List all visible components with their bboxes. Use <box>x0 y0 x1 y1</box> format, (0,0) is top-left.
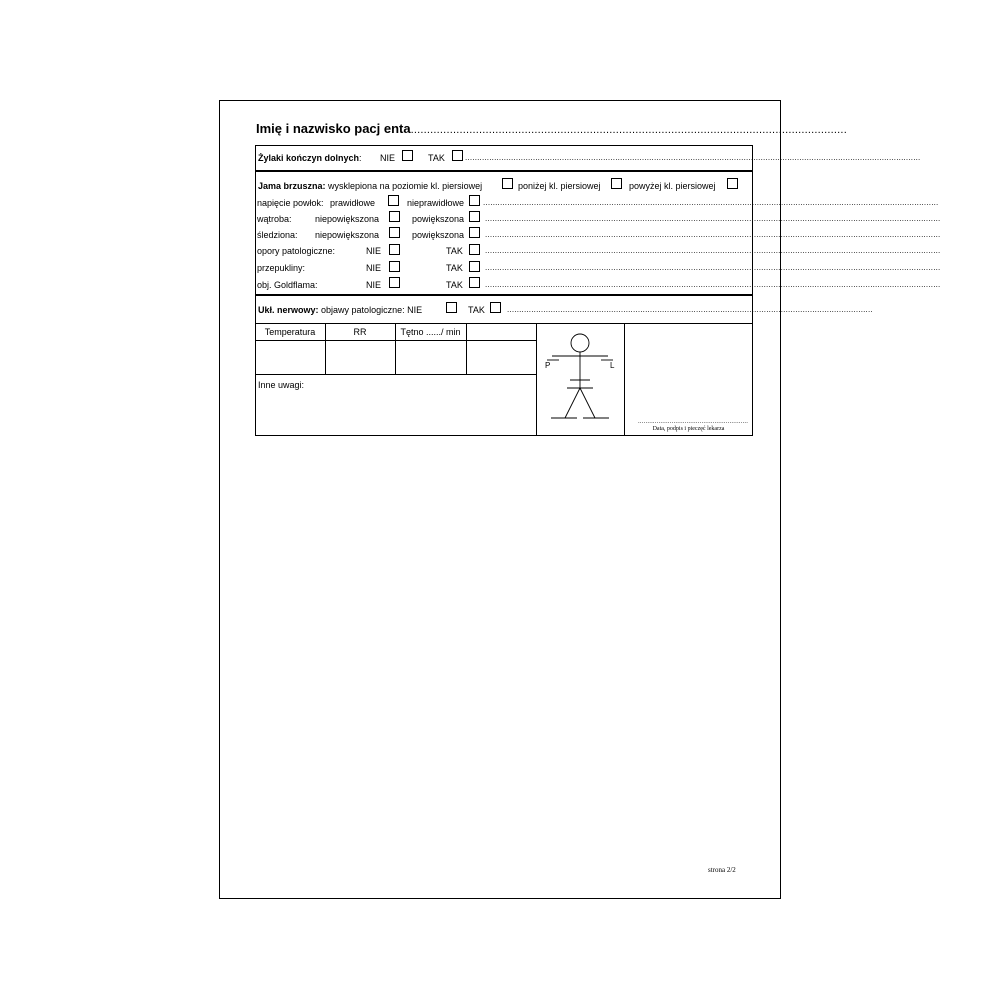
abdomen-row-notes[interactable]: ............................................................................................................................................................................................ <box>483 198 939 207</box>
abdomen-row-opt2: powiększona <box>412 214 465 224</box>
abdomen-row-opt2-checkbox[interactable] <box>469 211 480 222</box>
abdomen-below-checkbox[interactable] <box>611 178 622 189</box>
abdomen-row-opt2-checkbox[interactable] <box>469 261 480 272</box>
abdomen-row-opt2-checkbox[interactable] <box>469 277 480 288</box>
abdomen-row-opt2: TAK <box>446 263 463 273</box>
abdomen-shape-row <box>258 181 482 191</box>
nervous-row <box>258 305 422 315</box>
abdomen-row-notes[interactable]: ............................................................................................................................................................................................ <box>485 230 941 239</box>
nervous-nie-label: NIE <box>407 305 423 315</box>
abdomen-row-notes[interactable]: ............................................................................................................................................................................................ <box>485 246 941 255</box>
figure-left-label: P <box>545 361 551 370</box>
abdomen-row-opt2-checkbox[interactable] <box>469 227 480 238</box>
body-diagram <box>537 324 624 435</box>
abdomen-row-opt1: NIE <box>366 263 382 273</box>
varicose-nie-label: NIE <box>380 153 396 163</box>
patient-name-line <box>256 121 847 136</box>
abdomen-row-opt1-checkbox[interactable] <box>388 195 399 206</box>
abdomen-row-opt1: niepowiększona <box>315 214 380 224</box>
abdomen-label: Jama brzuszna: <box>258 181 326 191</box>
vitals-cell-temperature[interactable] <box>256 341 325 374</box>
abdomen-row-notes[interactable]: ............................................................................................................................................................................................ <box>485 214 941 223</box>
signature-dots: ........................................................... <box>638 419 749 425</box>
abdomen-row-opt1: prawidłowe <box>330 198 376 208</box>
signature-field[interactable] <box>625 324 752 420</box>
nervous-label: Ukł. nerwowy: <box>258 305 319 315</box>
vitals-cell-pulse[interactable] <box>396 341 466 374</box>
nervous-tak-label: TAK <box>468 305 485 315</box>
varicose-tak-label: TAK <box>428 153 445 163</box>
varicose-label: Żylaki kończyn dolnych <box>258 153 360 163</box>
other-notes-label: Inne uwagi: <box>258 380 305 390</box>
vitals-cell-extra[interactable] <box>467 341 536 374</box>
signature-label: Data, podpis i pieczęć lekarza <box>652 426 725 432</box>
abdomen-row-opt2: TAK <box>446 280 463 290</box>
abdomen-row-label: wątroba: <box>257 214 292 224</box>
varicose-tak-checkbox[interactable] <box>452 150 463 161</box>
patient-name-label: Imię i nazwisko pacj enta <box>256 121 411 136</box>
abdomen-shape-text: wysklepiona na poziomie kl. piersiowej <box>328 181 483 191</box>
nervous-text: objawy patologiczne: <box>321 305 405 315</box>
figure-right-label: L <box>610 361 615 370</box>
abdomen-row-label: obj. Goldflama: <box>257 280 318 290</box>
vitals-header-temperature: Temperatura <box>264 327 316 337</box>
abdomen-row-opt2: nieprawidłowe <box>407 198 465 208</box>
vitals-cell-rr[interactable] <box>326 341 395 374</box>
abdomen-above-label: powyżej kl. piersiowej <box>629 181 716 191</box>
nervous-notes-field[interactable]: ....................................................................................................................................................... <box>507 305 873 314</box>
abdomen-row-label: napięcie powłok: <box>257 198 324 208</box>
abdomen-row-opt1: NIE <box>366 246 382 256</box>
abdomen-row-notes[interactable]: ............................................................................................................................................................................................ <box>485 280 941 289</box>
abdomen-row-notes[interactable]: ............................................................................................................................................................................................ <box>485 263 941 272</box>
abdomen-row-label: śledziona: <box>257 230 298 240</box>
abdomen-row-opt2: TAK <box>446 246 463 256</box>
abdomen-row-label: przepukliny: <box>257 263 306 273</box>
varicose-notes-field[interactable]: ............................................................................................................................................................................................ <box>465 153 921 162</box>
vitals-header-pulse: Tętno ....../ min <box>400 327 461 337</box>
abdomen-row-opt1: niepowiększona <box>315 230 380 240</box>
abdomen-row-opt2-checkbox[interactable] <box>469 195 480 206</box>
nervous-nie-checkbox[interactable] <box>446 302 457 313</box>
abdomen-row-opt1-checkbox[interactable] <box>389 277 400 288</box>
abdomen-below-label: poniżej kl. piersiowej <box>518 181 601 191</box>
abdomen-above-checkbox[interactable] <box>727 178 738 189</box>
abdomen-row-opt1-checkbox[interactable] <box>389 244 400 255</box>
abdomen-row-opt1: NIE <box>366 280 382 290</box>
abdomen-row-opt2: powiększona <box>412 230 465 240</box>
nervous-tak-checkbox[interactable] <box>490 302 501 313</box>
abdomen-row-opt1-checkbox[interactable] <box>389 227 400 238</box>
varicose-nie-checkbox[interactable] <box>402 150 413 161</box>
other-notes-field[interactable] <box>256 392 536 435</box>
abdomen-row-opt2-checkbox[interactable] <box>469 244 480 255</box>
abdomen-row-opt1-checkbox[interactable] <box>389 261 400 272</box>
figure-head <box>571 334 589 352</box>
abdomen-level-checkbox[interactable] <box>502 178 513 189</box>
abdomen-row-label: opory patologiczne: <box>257 246 336 256</box>
varicose-row: Żylaki kończyn dolnych: <box>258 153 362 163</box>
patient-name-field[interactable]: ...................................................................................................................................... <box>410 124 847 136</box>
abdomen-row-opt1-checkbox[interactable] <box>389 211 400 222</box>
vitals-header-rr: RR <box>353 327 367 337</box>
page-number: strona 2/2 <box>708 866 736 874</box>
